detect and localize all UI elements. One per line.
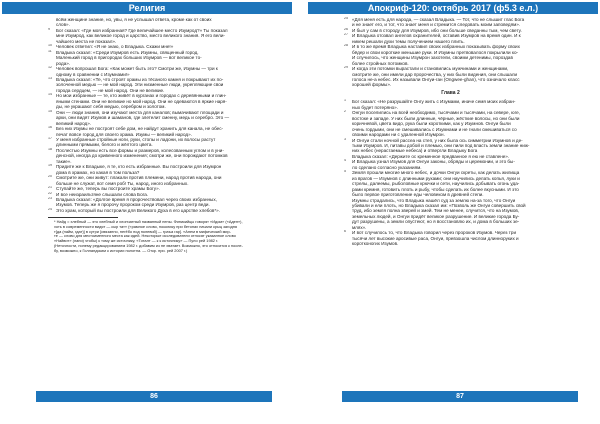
line-text: И был у сам в стороду для Изумров, ибо они больше сведанны тым, чем свету. <box>352 27 522 33</box>
footnote-line: хоть в современности видят — сыр тат» («рамное слово, поколику при бетонах начали крыц загодня <box>54 225 238 230</box>
line-text: такие». <box>56 158 72 164</box>
line-text: и не знает его, и тот, что знает меня и стремится следовать моим заповедям». <box>352 22 521 28</box>
line-text: Владыка сказал: «Те, что строят храмы из тёсаного камня и покрывают их по- <box>56 76 224 82</box>
line-text: Владыка сказал: «Держите ос кременное предванное я ею не ставлене». <box>352 153 510 159</box>
footnote-line: * Найд = хлебный — это хлебный и хлопчатный названный пены. Финикийцы говорят «Идом» («Аден»), <box>54 220 243 225</box>
verse-number: 21 <box>48 186 52 190</box>
footnote-line: бу, возможно, к Голландским к истории полотна. — Откр. при. рей 2007 г.) <box>54 248 188 253</box>
verse-number: 19 <box>48 164 52 168</box>
line-text: чайшего места не показал». <box>56 38 117 44</box>
line-text: Ступайте же, теперь вы построите храмы Богу». <box>56 186 160 192</box>
line-text: бёдер и свои короткие меньшие руки. И Изумны претвовалося покрылили ко- <box>352 49 519 55</box>
verse-number: 12 <box>48 66 52 70</box>
verse-number: 6 <box>344 230 346 234</box>
line-text: И Владыка отозвал ангелов охранителей, оставив Изумров на время один. И к <box>352 33 521 39</box>
line-text: И случилось, что женщины Изумрон захотели, своими детенимы, пороздав <box>352 55 513 61</box>
line-text: рами кремня, готовить плоть и рыбу, чтобы сделать их более вкусными. И это <box>352 186 519 192</box>
line-text: тысячи лет высокие аросивые раса, Онгуи, превзошла числом длинноруких и <box>352 235 519 241</box>
footnote-line: т[да (найм, гдат)] в сутри [связанно, негёбо под полевой] — граъа гар]. «Анем в мифический мир- <box>54 229 231 234</box>
line-text: Но мои избранные — те, кто живёт в курганах и городах с деревянными и глин- <box>56 93 227 99</box>
verse-number: 9 <box>48 27 50 31</box>
line-text: Изумны страдались, что Владыка нашёл суд за землю на-за того, что Онгуи <box>352 197 516 203</box>
line-text: тьми Изумров. И, питавы добой и племью, они пили под власть земли знание ниж- <box>352 142 530 148</box>
line-text: мне Изумрод, как великое город и царство, место великого знания. Я его вели- <box>56 33 225 39</box>
text-line <box>344 82 557 87</box>
line-text: У меня избранные стройные ноги, руки, стопы и ладони, их волосы растут <box>56 136 216 142</box>
verse-number: 17 <box>48 136 52 140</box>
line-text: Владыка сказал: «Среди Изумров есть Изумны, священный город. <box>56 49 199 55</box>
line-text: Они — люди знания, они изучают места для каналов; вымачивают площади и <box>56 109 224 115</box>
line-text: Земля прошли многие много небес, и дочки Онгуи скреты, как делать жилища <box>352 170 520 176</box>
verse-number: 2 <box>344 110 346 114</box>
verse-number: 26 <box>344 27 348 31</box>
text-line <box>344 241 557 246</box>
verse-number: 23 <box>48 196 52 200</box>
right-page-header: Апокриф-120: октябрь 2017 (ф5.3 е.л.) <box>308 2 598 14</box>
line-text: Придите же к Владыке, я те, кто есть избранные. Вы построили для Изумрон <box>56 164 222 170</box>
verse-number: 11 <box>48 49 52 53</box>
line-text: всём женщине знание, но, увы, я не услышал ответа, кроме как от своих <box>56 17 212 22</box>
line-text: никем решали духи темы получением нашего плить. <box>352 38 465 44</box>
right-page-body <box>344 17 557 247</box>
line-text: дут разрушены, а земли опустеют, но я восстановлю их, и дома в больших зе- <box>352 219 520 225</box>
line-text: ло сделано согласно указаниям. <box>352 164 422 170</box>
left-page-number: 86 <box>36 391 272 402</box>
footnote-line: «Найвит» (лани) чтобы) к тому же источнику, «Тоталт — к к источнику» — Пуло рей 1982 г. <box>54 239 219 244</box>
line-text: Это храм, который вы построили для Великого Духа в его царстве хлебов*». <box>56 207 220 213</box>
verse-number: 1 <box>344 99 346 103</box>
line-text: И Владыка узнал Изумов для Онгуи законы, обряды и церемонии, и это бы- <box>352 159 515 165</box>
line-text: больше не служат, вот семя роб! Ты, народ, иного избранных. <box>56 180 189 186</box>
left-page-body <box>48 17 258 253</box>
line-text: слов». <box>56 22 70 28</box>
verse-number: 14 <box>48 93 52 97</box>
line-text: млях». <box>352 224 367 230</box>
line-text: ных будет потеряно». <box>352 104 399 110</box>
line-text: рода». <box>56 60 71 66</box>
line-text: убивали и ели плоть, но Владыка сказал им: «Позволь же Онгуи совершить свой <box>352 202 526 208</box>
right-page-number: 87 <box>342 391 578 402</box>
verse-number: 10 <box>48 44 52 48</box>
line-text: Бог сказал: «Не разрушайте Онгу жить с Изумами, иначе семя моих избран- <box>352 99 516 105</box>
line-text: коричневой, цвета видо, рука были короткими, как у Изумнов. Онгуи были <box>352 121 511 127</box>
line-text: коротконогих Изумов. <box>352 241 399 247</box>
verse-number: 4 <box>344 159 346 163</box>
chapter-heading: Глава 2 <box>441 89 460 96</box>
line-text: голоса не-а небес. Их называли Онгуи-ган (Ongwee-ghan), что означало класс <box>352 76 520 82</box>
line-text: Бог сказал: «Где моя избранная? Где величайшее место Изумрод?» Ты показал <box>56 27 228 33</box>
verse-number: 24 <box>48 207 52 211</box>
line-text: Владыка сказал: «Долгое время я пророчествовал через своих избранных, <box>56 196 217 202</box>
verse-number: 3 <box>344 137 346 141</box>
verse-number: 15 <box>48 109 52 113</box>
verse-number: 25 <box>344 17 348 20</box>
line-text: дома в храмах, но какая в том польза? <box>56 169 140 175</box>
line-text: золоченной медью — не мой народ. Эти низменные люди, укрепляющие свои <box>56 82 224 88</box>
text-line <box>48 208 258 213</box>
line-text: И все неизраильтяне слышали слова Бога. <box>56 191 149 197</box>
line-text: смотрите же, они имели дар пророчества, у них были видения, они слышали <box>352 71 518 77</box>
line-text: арки, они видят Изумов и шаманов, где злетелит сменну, медь и серебро. Это — <box>56 115 230 121</box>
line-text: очень гордыми, они не смешивались с Изумнами и не гнали смешиваться со <box>352 126 517 132</box>
line-text: земельных людей, и Онгуи придёт великое разрушение. И великие города Бу- <box>352 213 520 219</box>
line-text: И в то же время Владыка наставил своих избранных показывать форму своих <box>352 44 520 50</box>
line-text: И вот случилось то, что Владыка говорил через пророков Изумов. Через три <box>352 230 517 236</box>
line-text: ды, не украшают себя медью, серебром и золотом. <box>56 104 166 110</box>
right-page <box>300 0 600 424</box>
line-text: И Онгуи стали ночной рассеа на степ, у них была ось симметрии Изумнов и де- <box>352 137 523 143</box>
line-text: Онгуи поселились на всей необходимо, тысячами и тысячами, на севере, юге, <box>352 110 520 116</box>
line-text: яными стенами. Они не великие но мой народ. Они не одеваются в яркие наря- <box>56 98 227 104</box>
line-text: Человек вопрошал Бога: «Как может быть это? Смотри же, Изумны — три к <box>56 66 218 72</box>
footnote-rule <box>48 217 118 218</box>
line-text: печат вовсе город для своего храма. Изумы — великий народ». <box>56 131 192 137</box>
verse-number: 18 <box>48 147 52 151</box>
verse-number: 20 <box>48 175 52 179</box>
line-text: более стройных потомков. <box>352 60 409 66</box>
line-text: одному в сравнении с Изумнами!» <box>56 71 130 77</box>
footnote-line: те — слово для местоименного места как идей. Некоторые исследователи относят указанное слово <box>54 234 236 239</box>
line-text: труд, ибо земля полна зверей и змей. Тем не менее, случится, что на Изумов, <box>352 208 520 214</box>
line-text: Послестью Изумны есть все формы и размеров, колесованным углом и в уни- <box>56 147 224 153</box>
verse-number: 5 <box>344 170 346 174</box>
verse-number: 29 <box>344 66 348 70</box>
line-text: Изумов. Теперь же я пророчу пророком среди Изумров, раз центр веди. <box>56 202 210 208</box>
verse-number: 13 <box>48 76 52 80</box>
verse-number: 16 <box>48 126 52 130</box>
line-text: Смотрите же, они живут: плакали против племени, народ против народа, они <box>56 175 222 181</box>
line-text: стрелы, далеемы, рыболовные крючки и сети, научились добывать огонь уда- <box>352 181 520 187</box>
line-text: «Для меня есть для народа, — сказал Владыка. — Тот, что не слышит глас Бога <box>352 17 525 22</box>
line-text: Без них Изумы не построят себе дом, не найдут хранить для канала, не обес- <box>56 126 224 132</box>
verse-number: 22 <box>48 191 52 195</box>
line-text: востоке и западе. У них были длинные, чёрные, жёсткие волосы, но они были <box>352 115 520 121</box>
line-text: них небес (нерастаемые небеса) и отвергли Владыку Бога <box>352 148 478 154</box>
verse-number: 28 <box>344 44 348 48</box>
line-text: денсной, иногда до кривенного изменения; смотри же, они порождают потомков <box>56 153 228 159</box>
line-text: города сердцем, — не мой народ. Они не великие. <box>56 87 165 93</box>
line-text: И когда эти потомки вырастали и становились мужчинами и женщинами, <box>352 66 509 72</box>
left-page-header: Религия <box>2 2 292 14</box>
line-text: Маленький город в пригородах больших Изумров — вот великое то- <box>56 55 202 61</box>
footnote-line: (Неточности, понему редакцированием 1982 г. добавим из не хватает. Возможно, это относится к после- <box>54 243 243 248</box>
line-text: великий народ». <box>56 120 92 126</box>
line-text: длинными прямыми, белого и жёлтого цвета. <box>56 142 153 148</box>
verse-number: 27 <box>344 33 348 37</box>
line-text: хорошей формы». <box>352 82 392 88</box>
line-text: из врагов — Изумнов с длинными руками; они научились делать копья, луки и <box>352 175 520 181</box>
line-text: было первое приготовление еды человеком в древней степи. <box>352 192 484 198</box>
line-text: своими народами ни с удаленной Изумрон. <box>352 132 445 138</box>
line-text: Человек ответил: «Я не знаю, о Владыка. Скажи мне!» <box>56 44 174 50</box>
